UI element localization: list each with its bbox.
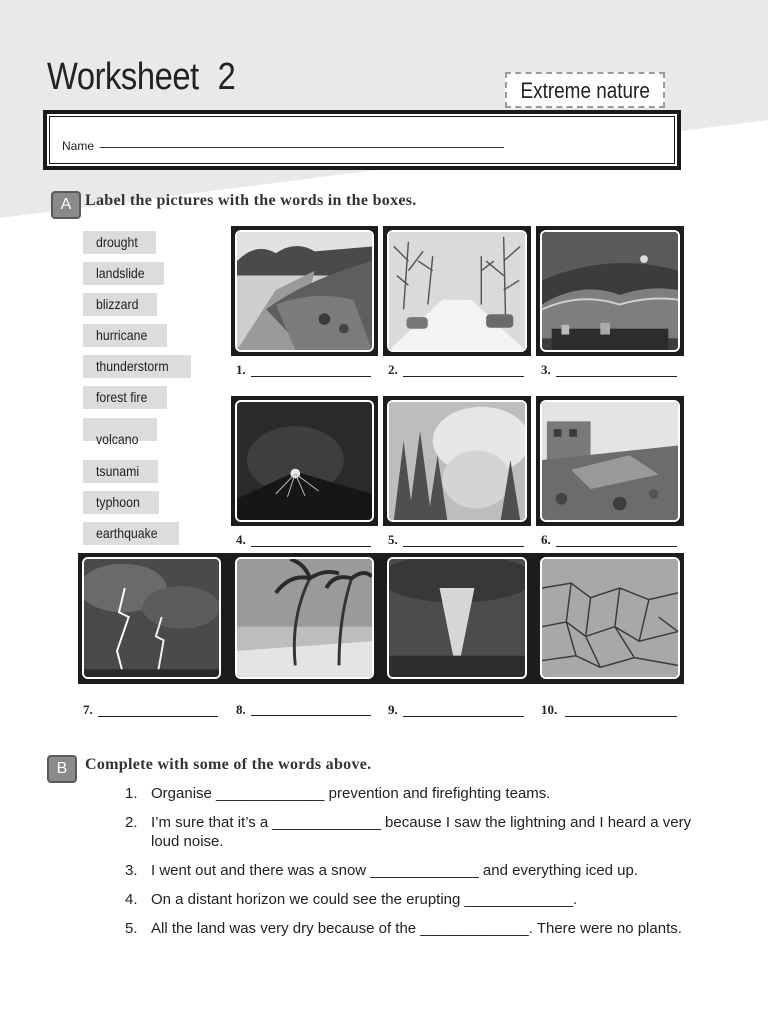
- word-text: blizzard: [96, 296, 139, 312]
- answer-line[interactable]: [556, 376, 677, 377]
- answer-line[interactable]: [556, 546, 677, 547]
- picture-number: 2.: [388, 362, 398, 377]
- sentence-item: [125, 861, 695, 880]
- word-text: hurricane: [96, 327, 148, 343]
- word-chip: [83, 262, 164, 285]
- sentence-number: 1.: [125, 785, 138, 802]
- sentence-text: Organise _____________ prevention and firefighting teams.: [151, 785, 551, 802]
- tsunami-wave-photo: [540, 230, 680, 352]
- word-text: typhoon: [96, 494, 140, 510]
- word-chip: [83, 324, 167, 347]
- sentence-number: 3.: [125, 862, 138, 879]
- sentence-item: [125, 784, 695, 803]
- cracked-earth-photo: [540, 557, 680, 679]
- title-number: 2: [217, 56, 236, 98]
- word-text: thunderstorm: [96, 358, 169, 374]
- sentence-item: [125, 919, 705, 938]
- picture-number: 1.: [236, 362, 246, 377]
- word-text: drought: [96, 234, 138, 250]
- volcano-eruption-photo: [235, 400, 374, 522]
- section-b-marker: B: [47, 755, 77, 783]
- picture-number: 10.: [541, 702, 558, 717]
- word-text: earthquake: [96, 525, 158, 541]
- sentence-text: On a distant horizon we could see the erupting _____________.: [151, 891, 578, 908]
- sentence-number: 2.: [125, 814, 138, 831]
- answer-line[interactable]: [403, 376, 524, 377]
- answer-line[interactable]: [251, 546, 371, 547]
- worksheet-title: [47, 56, 235, 99]
- frame-gap: [531, 396, 536, 526]
- picture-number: 4.: [236, 532, 246, 547]
- word-chip: [83, 491, 159, 514]
- name-box-inner: [49, 116, 675, 164]
- word-chip: [83, 231, 156, 254]
- lightning-storm-photo: [82, 557, 221, 679]
- landslide-photo: [235, 230, 374, 352]
- sentence-item: [125, 813, 695, 851]
- sentence-text: I went out and there was a snow _____________ and everything iced up.: [151, 862, 639, 879]
- sentence-item: [125, 890, 695, 909]
- forest-fire-photo: [387, 400, 527, 522]
- sentence-number: 4.: [125, 891, 138, 908]
- word-chip: [83, 460, 158, 483]
- word-text: landslide: [96, 265, 145, 281]
- word-chip: [83, 355, 191, 378]
- name-input-line[interactable]: [100, 147, 504, 148]
- topic-badge: [505, 72, 665, 108]
- word-text: tsunami: [96, 463, 140, 479]
- name-box: [43, 110, 681, 170]
- picture-number: 7.: [83, 702, 93, 717]
- title-word: Worksheet: [47, 56, 199, 98]
- picture-number: 5.: [388, 532, 398, 547]
- word-chip: [83, 293, 157, 316]
- palm-trees-storm-photo: [235, 557, 374, 679]
- picture-number: 6.: [541, 532, 551, 547]
- answer-line[interactable]: [251, 376, 371, 377]
- answer-line[interactable]: [403, 546, 524, 547]
- sentence-text: All the land was very dry because of the _____________. There were no plants.: [151, 920, 682, 937]
- frame-gap: [378, 396, 383, 526]
- picture-number: 8.: [236, 702, 246, 717]
- word-text: forest fire: [96, 389, 148, 405]
- section-b-instruction: Complete with some of the words above.: [85, 756, 372, 773]
- answer-line[interactable]: [251, 715, 371, 716]
- frame-gap: [378, 226, 383, 356]
- sentence-number: 5.: [125, 920, 138, 937]
- name-label: Name: [62, 139, 95, 153]
- section-a-instruction: Label the pictures with the words in the boxes.: [85, 192, 417, 209]
- snowy-street-photo: [387, 230, 527, 352]
- earthquake-rubble-photo: [540, 400, 680, 522]
- sentence-text: I’m sure that it’s a _____________ because I saw the lightning and I heard a very loud noise.: [151, 814, 692, 850]
- tornado-photo: [387, 557, 527, 679]
- frame-gap: [531, 226, 536, 356]
- answer-line[interactable]: [98, 716, 218, 717]
- word-text: volcano: [96, 431, 139, 447]
- word-chip: [83, 522, 179, 545]
- topic-label: Extreme nature: [520, 78, 650, 103]
- section-a-marker: A: [51, 191, 81, 219]
- word-chip: [83, 386, 167, 409]
- picture-number: 3.: [541, 362, 551, 377]
- picture-number: 9.: [388, 702, 398, 717]
- answer-line[interactable]: [403, 716, 524, 717]
- word-chip: [83, 418, 157, 447]
- answer-line[interactable]: [565, 716, 677, 717]
